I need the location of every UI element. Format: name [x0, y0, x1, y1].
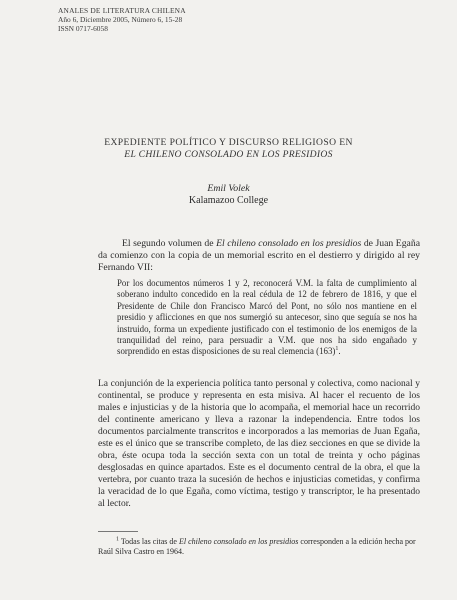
article-title — [0, 137, 457, 161]
footnote — [98, 537, 420, 557]
author-name: Emil Volek — [207, 183, 250, 194]
intro-book-title: El chileno consolado en los presidios — [216, 238, 362, 249]
journal-issue: Año 6, Diciembre 2005, Número 6, 15-28 — [58, 15, 183, 24]
footnote-book-title: El chileno consolado en los presidios — [178, 537, 299, 546]
journal-issn: ISSN 0717-6058 — [58, 24, 108, 33]
intro-paragraph — [98, 238, 420, 275]
author-affiliation: Kalamazoo College — [188, 195, 269, 206]
footnote-text-1: Todas las citas de — [119, 537, 179, 546]
intro-text-1: El segundo volumen de — [122, 238, 217, 249]
footnote-reference: 1 — [335, 346, 339, 353]
intro-text-2: de Juan Egaña da comienzo con la copia de un memorial escrito en el destierro y dirigido al rey Fernando VII: — [98, 238, 420, 274]
footnote-number: 1 — [116, 536, 119, 543]
journal-header — [58, 6, 186, 33]
journal-name: ANALES DE LITERATURA CHILENA — [58, 6, 186, 15]
footnote-separator — [98, 531, 138, 532]
author-block — [0, 183, 457, 207]
body-paragraph: La conjunción de la experiencia política tanto personal y colectiva, como nacional y continental, se produce y representa en esta misiva. Al hacer el recuento de los males e injusticias y de la historia que lo acompaña, el memorial hace un recorrido del continente americano y lleva a razonar la independencia. Entre todos los documentos parcialmente transcritos e incorporados a las memorias de Juan Egaña, este es el único que se transcribe completo, de las diez secciones en que se divide la obra, éste ocupa toda la sección sexta con un total de treinta y ocho páginas desglosadas en quince apartados. Este es el documento central de la obra, el que la vertebra, por cuanto traza la sucesión de hechos e injusticias cometidas, y confirma la veracidad de lo que Egaña, como víctima, testigo y transcriptor, le ha presentado al lector. — [98, 379, 420, 509]
title-line-2: EL CHILENO CONSOLADO EN LOS PRESIDIOS — [124, 149, 333, 160]
footnote-text-2: corresponden a la edición hecha por Raúl Silva Castro en 1964. — [98, 537, 416, 557]
title-line-1: EXPEDIENTE POLÍTICO Y DISCURSO RELIGIOSO EN — [104, 137, 353, 148]
block-quote: Por los documentos números 1 y 2, reconocerá V.M. la falta de cumplimiento al soberano indulto concedido en la real cédula de 12 de febrero de 1816, y que el Presidente de Chile don Francisco Marcó del Pont, no sólo nos mantiene en el presidio y aflicciones en que nos sumergió su antecesor, sino que seguía se nos ha instruido, forma un expediente justificado con el testimonio de los enemigos de la tranquilidad del reino, para persuadir a V.M. que nos ha sido engañado y sorprendido en estas disposiciones de su real clemencia $(163)^1$. — [117, 278, 417, 357]
quote-text: Por los documentos números 1 y 2, reconocerá V.M. la falta de cumplimiento al soberano indulto concedido en la real cédula de 12 de febrero de 1816, y que el Presidente de Chile don Francisco Marcó del Pont, no sólo nos mantiene en el presidio y aflicciones en que nos sumergió su antecesor, sino que seguía se nos ha instruido, forma un expediente justificado con el testimonio de los enemigos de la tranquilidad del reino, para persuadir a V.M. que nos ha sido engañado y sorprendido en estas disposiciones de su real clemencia (163) — [117, 278, 417, 357]
